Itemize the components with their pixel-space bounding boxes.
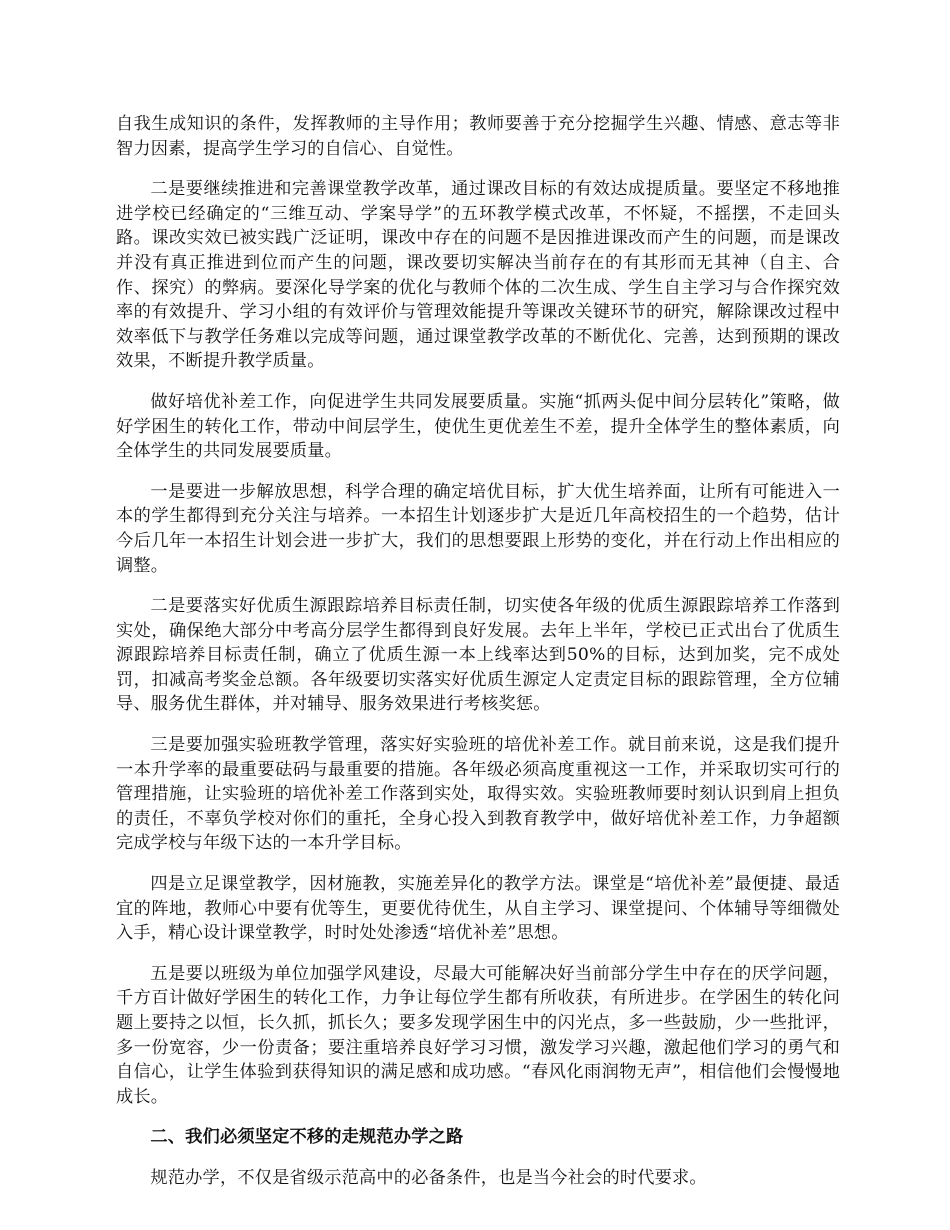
paragraph-1: 自我生成知识的条件，发挥教师的主导作用；教师要善于充分挖掘学生兴趣、情感、意志等非智力因素，提高学生学习的自信心、自觉性。 bbox=[116, 114, 840, 159]
paragraph-2: 二是要继续推进和完善课堂教学改革，通过课改目标的有效达成提质量。要坚定不移地推进学校已经确定的“三维互动、学案导学”的五环教学模式改革，不怀疑，不摇摆，不走回头路。课改实效已被实践广泛证明，课改中存在的问题不是因推进课改而产生的问题，而是课改并没有真正推进到位而产生的问题，课改要切实解决当前存在的有其形而无其神（自主、合作、探究）的弊病。要深化导学案的优化与教师个体的二次生成、学生自主学习与合作探究效率的有效提升、学习小组的有效评价与管理效能提升等课改关键环节的研究，解除课改过程中效率低下与教学任务难以完成等问题，通过课堂教学改革的不断优化、完善，达到预期的课改效果，不断提升教学质量。 bbox=[116, 179, 840, 372]
closing-paragraph: 规范办学，不仅是省级示范高中的必备条件，也是当今社会的时代要求。 bbox=[150, 1167, 707, 1188]
paragraph-5: 二是要落实好优质生源跟踪培养目标责任制，切实使各年级的优质生源跟踪培养工作落到实处，确保绝大部分中考高分层学生都得到良好发展。去年上半年，学校已正式出台了优质生源跟踪培养目标责任制，确立了优质生源一本上线率达到50%的目标，达到加奖，完不成处罚，扣减高考奖金总额。各年级要切实落实好优质生源定人定责定目标的跟踪管理，全方位辅导、服务优生群体，并对辅导、服务效果进行考核奖惩。 bbox=[116, 596, 840, 715]
paragraph-7: 四是立足课堂教学，因材施教，实施差异化的教学方法。课堂是“培优补差”最便捷、最适宜的阵地，教师心中要有优等生，更要优待优生，从自主学习、课堂提问、个体辅导等细微处入手，精心设计课堂教学，时时处处渗透“培优补差”思想。 bbox=[116, 874, 840, 944]
paragraph-8: 五是要以班级为单位加强学风建设，尽最大可能解决好当前部分学生中存在的厌学问题，千方百计做好学困生的转化工作，力争让每位学生都有所收获，有所进步。在学困生的转化问题上要持之以恒，长久抓，抓长久；要多发现学困生中的闪光点，多一些鼓励，少一些批评，多一份宽容，少一份责备；要注重培养良好学习习惯，激发学习兴趣，激起他们学习的勇气和自信心，让学生体验到获得知识的满足感和成功感。“春风化雨润物无声”，相信他们会慢慢地成长。 bbox=[116, 963, 840, 1107]
document-page bbox=[116, 112, 840, 1207]
paragraph-4: 一是要进一步解放思想，科学合理的确定培优目标，扩大优生培养面，让所有可能进入一本的学生都得到充分关注与培养。一本招生计划逐步扩大是近几年高校招生的一个趋势，估计今后几年一本招生计划会进一步扩大，我们的思想要跟上形势的变化，并在行动上作出相应的调整。 bbox=[116, 481, 840, 576]
paragraph-3: 做好培优补差工作，向促进学生共同发展要质量。实施“抓两头促中间分层转化”策略，做好学困生的转化工作，带动中间层学生，使优生更优差生不差，提升全体学生的整体素质，向全体学生的共同发展要质量。 bbox=[116, 391, 840, 462]
paragraph-6: 三是要加强实验班教学管理，落实好实验班的培优补差工作。就目前来说，这是我们提升一本升学率的最重要砝码与最重要的措施。各年级必须高度重视这一工作，并采取切实可行的管理措施，让实验班的培优补差工作落到实处，取得实效。实验班教师要时刻认识到肩上担负的责任，不辜负学校对你们的重托，全身心投入到教育教学中，做好培优补差工作，力争超额完成学校与年级下达的一本升学目标。 bbox=[116, 735, 840, 854]
section-heading: 二、我们必须坚定不移的走规范办学之路 bbox=[150, 1127, 464, 1148]
